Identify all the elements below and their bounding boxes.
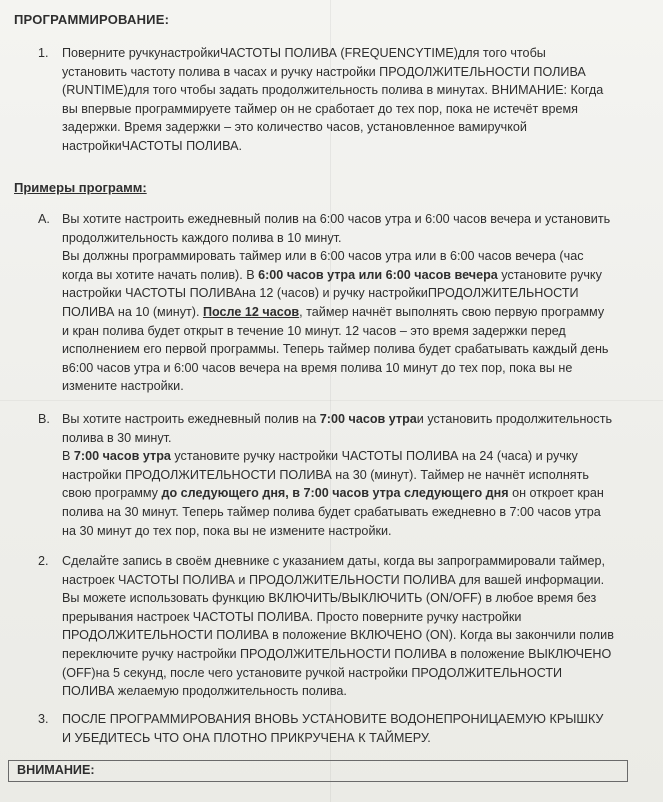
example-b-goal <box>62 410 614 447</box>
step-1-text <box>62 44 614 156</box>
example-b-instructions <box>62 447 614 540</box>
text-run: установите ручку настройки ЧАСТОТЫ ПОЛИВАна 12 (часов) и ручку настройкиПРОДОЛЖИТЕЛЬНОСТИ ПОЛИВА на 10 (минут). <box>62 267 602 319</box>
text-run: и установить продолжительность полива в 30 минут. <box>62 412 613 445</box>
step-1-body: Поверните ручкунастройкиЧАСТОТЫ ПОЛИВА (FREQUENCYTIME)для того чтобы установить частоту полива в часах и ручку настройки ПРОДОЛЖИТЕЛЬНОСТИ ПОЛИВА (RUNTIME)для того чтобы задать продолжительность полива в минутах. ВНИМАНИЕ: Когда вы впервые программируете таймер он не сработает до тех пор, пока не истечёт время задержки. Время задержки – это количество часов, установленное вамиручкой настройкиЧАСТОТЫ ПОЛИВА. <box>62 46 604 153</box>
text-run: В <box>62 449 74 464</box>
examples-heading: Примеры программ: <box>14 180 147 195</box>
paper-fold <box>0 400 663 401</box>
example-a-marker: A. <box>38 212 50 226</box>
text-run: Вы хотите настроить ежедневный полив на <box>62 412 320 426</box>
example-a-instructions <box>62 247 614 396</box>
example-b-marker: B. <box>38 412 50 426</box>
emphasis: до следующего дня, в 7:00 часов утра следующего дня <box>161 486 509 501</box>
step-2-marker: 2. <box>38 554 49 568</box>
step-3-text <box>62 710 614 747</box>
warning-label: ВНИМАНИЕ: <box>17 763 95 777</box>
step-3-marker: 3. <box>38 712 49 726</box>
step-3-body: ПОСЛЕ ПРОГРАММИРОВАНИЯ ВНОВЬ УСТАНОВИТЕ ВОДОНЕПРОНИЦАЕМУЮ КРЫШКУ И УБЕДИТЕСЬ ЧТО ОНА ПЛОТНО ПРИКРУЧЕНА К ТАЙМЕРУ. <box>62 712 604 745</box>
warning-box <box>8 760 628 782</box>
example-a-goal: Вы хотите настроить ежедневный полив на 6:00 часов утра и 6:00 часов вечера и установить продолжительность каждого полива в 10 минут. <box>62 212 611 245</box>
emphasis-underlined: После 12 часов <box>202 304 300 319</box>
emphasis: 6:00 часов утра или 6:00 часов вечера <box>258 267 498 282</box>
text-run: он откроет кран полива на 30 минут. Теперь таймер полива будет срабатывать ежедневно в 7:00 часов утра на 30 минут до тех пор, пока вы не измените настройки. <box>62 486 604 538</box>
emphasis: 7:00 часов утра <box>73 449 171 464</box>
emphasis: 7:00 часов утра <box>319 412 417 426</box>
text-run: Вы должны программировать таймер или в 6:00 часов утра или в 6:00 часов вечера (час когда вы хотите начать полив). В <box>62 249 584 282</box>
example-b-text <box>62 410 614 540</box>
text-run: , таймер начнёт выполнять свою первую программу и кран полива будет открыт в течение 10 минут. 12 часов – это время задержки перед исполнением его первой программы. Теперь таймер полива будет срабатывать каждый день в6:00 часов утра и 6:00 часов вечера на время полива 10 минут до тех пор, пока вы не измените настройки. <box>62 304 609 394</box>
step-2-onoff: Вы можете использовать функцию ВКЛЮЧИТЬ/ВЫКЛЮЧИТЬ (ON/OFF) в любое время без прерывания настроек ЧАСТОТЫ ПОЛИВА. Просто поверните ручку настройки ПРОДОЛЖИТЕЛЬНОСТИ ПОЛИВА в положение ВКЛЮЧЕНО (ON). Когда вы закончили полив переключите ручку настройки ПРОДОЛЖИТЕЛЬНОСТИ ПОЛИВА в положение ВЫКЛЮЧЕНО (OFF)на 5 секунд, после чего установите ручкой настройки ПРОДОЛЖИТЕЛЬНОСТИ ПОЛИВА желаемую продолжительность полива. <box>62 591 614 699</box>
section-heading: ПРОГРАММИРОВАНИЕ: <box>14 12 170 27</box>
step-1-marker: 1. <box>38 46 49 60</box>
text-run: установите ручку настройки ЧАСТОТЫ ПОЛИВА на 24 (часа) и ручку настройки ПРОДОЛЖИТЕЛЬНОСТИ ПОЛИВА на 30 (минут). Таймер не начнёт исполнять свою программу <box>62 449 589 501</box>
step-2-record: Сделайте запись в своём дневнике с указанием даты, когда вы запрограммировали таймер, настроек ЧАСТОТЫ ПОЛИВА и ПРОДОЛЖИТЕЛЬНОСТИ ПОЛИВА для вашей информации. <box>62 554 606 587</box>
example-a-text <box>62 210 614 396</box>
step-2-text <box>62 552 614 701</box>
